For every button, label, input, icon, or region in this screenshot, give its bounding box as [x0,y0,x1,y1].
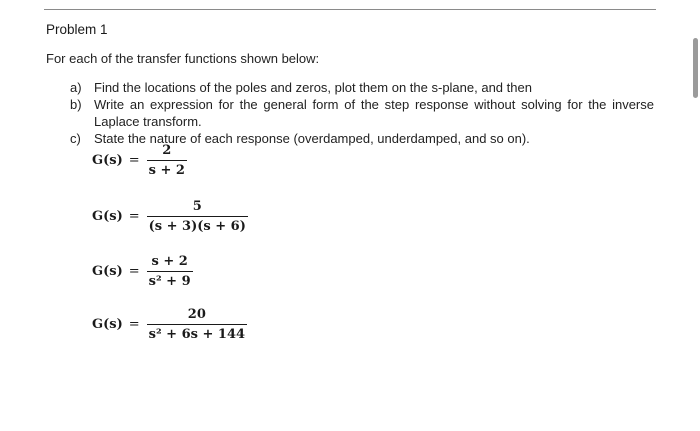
list-text: Find the locations of the poles and zeros, plot them on the s-plane, and then [94,80,532,95]
numerator: 20 [187,307,206,322]
fraction [147,307,247,342]
denominator: s² + 9 [147,271,193,289]
equation-lhs: G(s) [92,153,123,168]
transfer-function-1 [92,143,187,178]
fraction [147,143,187,178]
fraction [147,254,193,289]
transfer-function-3 [92,254,193,289]
top-divider [44,9,656,10]
list-marker: a) [70,80,82,95]
instruction-list [70,79,654,147]
list-text: Write an expression for the general form of the step response without solving for the inverse Laplace transform. [94,97,654,129]
list-marker: b) [70,97,82,112]
transfer-function-4 [92,307,247,342]
list-text: State the nature of each response (overdamped, underdamped, and so on). [94,131,530,146]
equals-sign: = [128,153,140,168]
numerator: 2 [162,143,172,158]
list-marker: c) [70,131,81,146]
denominator: s + 2 [147,160,187,178]
denominator: s² + 6s + 144 [147,324,247,342]
equals-sign: = [128,264,140,279]
fraction [147,199,248,234]
problem-title: Problem 1 [46,22,108,37]
equation-lhs: G(s) [92,264,123,279]
equation-lhs: G(s) [92,317,123,332]
list-item [70,96,654,130]
problem-intro: For each of the transfer functions shown below: [46,51,320,66]
numerator: 5 [192,199,202,214]
equation-lhs: G(s) [92,209,123,224]
denominator: (s + 3)(s + 6) [147,216,248,234]
numerator: s + 2 [151,254,188,269]
equals-sign: = [128,209,140,224]
list-item [70,79,654,96]
scrollbar[interactable] [693,38,698,98]
equals-sign: = [128,317,140,332]
transfer-function-2 [92,199,248,234]
